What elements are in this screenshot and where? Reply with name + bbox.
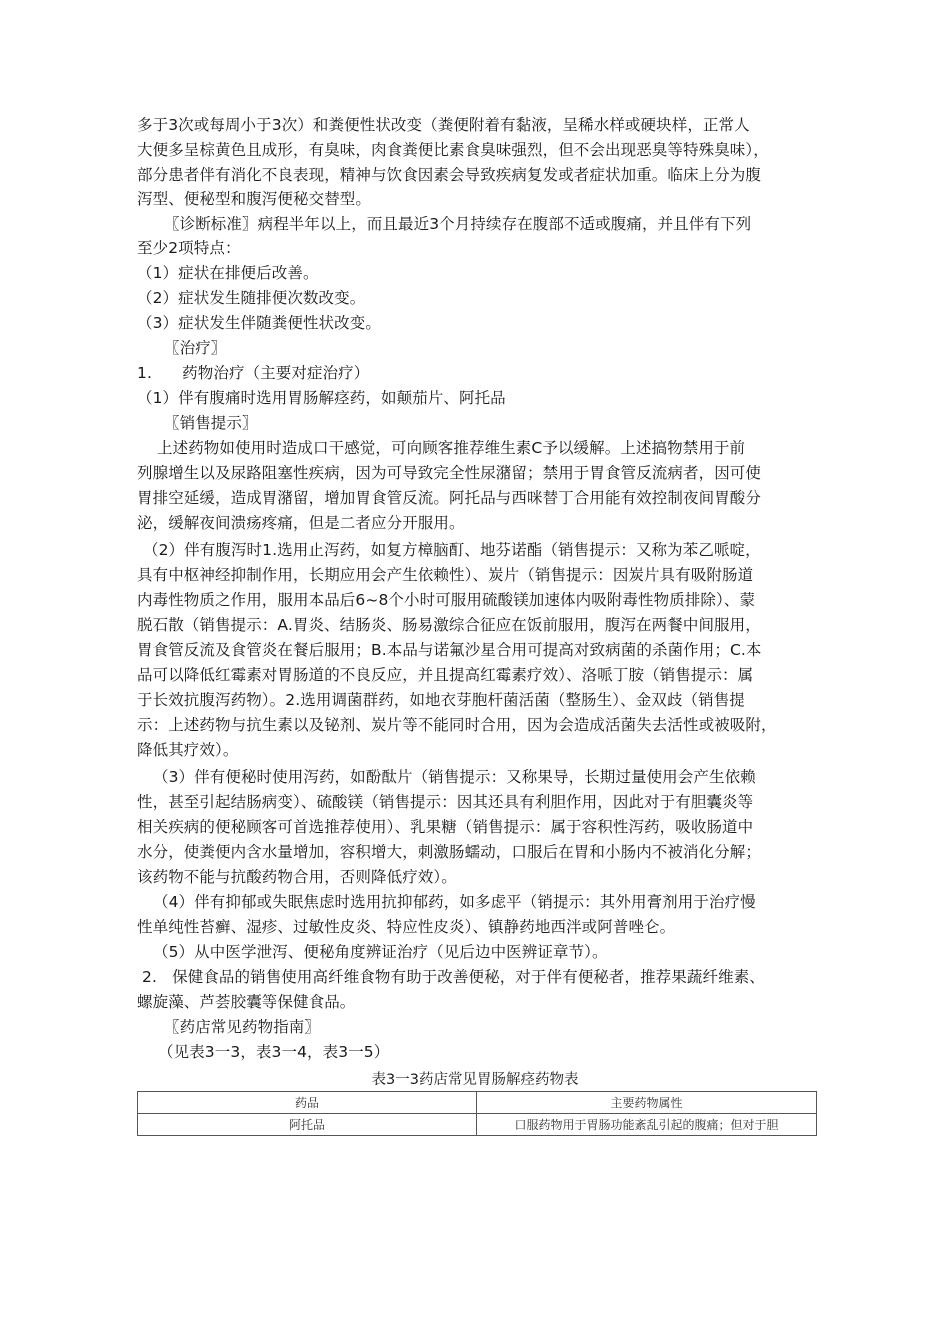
paragraph-line: 上述药物如使用时造成口干感觉，可向顾客推荐维生素C予以缓解。上述搞物禁用于前 bbox=[157, 439, 746, 457]
paragraph-line: 部分患者伴有消化不良表现，精神与饮食因素会导致疾病复发或者症状加重。临床上分为腹 bbox=[137, 166, 762, 184]
drug-table bbox=[137, 1091, 817, 1136]
paragraph-line: 品可以降低红霉素对胃肠道的不良反应，并且提高红霉素疗效）、洛哌丁胺（销售提示：属 bbox=[137, 666, 754, 684]
paragraph-line: 于长效抗腹泻药物）。2.选用调菌群药，如地衣芽胞杆菌活菌（整肠生）、金双歧（销售提 bbox=[137, 691, 745, 709]
paragraph-line: 至少2项特点： bbox=[137, 239, 241, 257]
paragraph-line: （5）从中医学泄泻、便秘角度辨证治疗（见后边中医辨证章节）。 bbox=[153, 943, 608, 961]
paragraph-line: 该药物不能与抗酸药物合用，否则降低疗效）。 bbox=[137, 868, 457, 886]
paragraph-line: （见表3一3，表3一4，表3一5） bbox=[158, 1043, 390, 1061]
list-item: （1）伴有腹痛时选用胃肠解痉药，如颠茄片、阿托品 bbox=[137, 389, 506, 407]
list-item: （1）症状在排便后改善。 bbox=[137, 264, 319, 282]
paragraph-line: （3）伴有便秘时使用泻药，如酚酞片（销售提示：又称果导，长期过量使用会产生依赖 bbox=[153, 768, 756, 786]
paragraph-line: 大便多呈棕黄色且成形，有臭味，肉食粪便比素食臭味强烈，但不会出现恶臭等特殊臭味）， bbox=[137, 141, 769, 159]
table-cell: 阿托品 bbox=[138, 1114, 477, 1136]
table-row bbox=[138, 1114, 817, 1136]
paragraph-line: 示：上述药物与抗生素以及铋剂、炭片等不能同时合用，因为会造成活菌失去活性或被吸附， bbox=[137, 716, 777, 734]
section-heading: 〖治疗〗 bbox=[164, 339, 227, 357]
paragraph-line: 〖诊断标准〗病程半年以上，而且最近3个月持续存在腹部不适或腹痛，并且伴有下列 bbox=[164, 215, 752, 233]
list-item: （3）症状发生伴随粪便性状改变。 bbox=[137, 314, 381, 332]
table-header-cell: 主要药物属性 bbox=[477, 1092, 817, 1114]
paragraph-line: 泻型、便秘型和腹泻便秘交替型。 bbox=[137, 190, 372, 208]
paragraph-line: （4）伴有抑郁或失眠焦虑时选用抗抑郁药，如多虑平（销提示：其外用膏剂用于治疗慢 bbox=[153, 893, 756, 911]
paragraph-line: 2. 保健食品的销售使用高纤维食物有助于改善便秘，对于伴有便秘者，推荐果蔬纤维素、 bbox=[137, 968, 765, 986]
paragraph-line: 胃食管反流及食管炎在餐后服用；B.本品与诺氟沙星合用可提高对致病菌的杀菌作用；C.本 bbox=[137, 641, 762, 659]
paragraph-line: 性单纯性苔癣、湿疹、过敏性皮炎、特应性皮炎）、镇静药地西泮或阿普唑仑。 bbox=[137, 918, 676, 936]
paragraph-line: 螺旋藻、芦荟胶囊等保健食品。 bbox=[137, 993, 356, 1011]
paragraph-line: 性，甚至引起结肠病变）、硫酸镁（销售提示：因其还具有利胆作用，因此对于有胆囊炎等 bbox=[137, 793, 754, 811]
paragraph-line: 内毒性物质之作用，服用本品后6~8个小时可服用硫酸镁加速体内吸附毒性物质排除）、蒙 bbox=[137, 591, 756, 609]
paragraph-line: 降低其疗效）。 bbox=[137, 741, 239, 759]
paragraph-line: 具有中枢神经抑制作用，长期应用会产生依赖性）、炭片（销售提示：因炭片具有吸附肠道 bbox=[137, 566, 754, 584]
section-heading: 1. 药物治疗（主要对症治疗） bbox=[137, 364, 370, 382]
paragraph-line: 多于3次或每周小于3次）和粪便性状改变（粪便附着有黏液，呈稀水样或硬块样，正常人 bbox=[137, 116, 750, 134]
section-heading: 〖销售提示〗 bbox=[164, 414, 258, 432]
paragraph-line: 相关疾病的便秘顾客可首选推荐使用）、乳果糖（销售提示：属于容积性泻药，吸收肠道中 bbox=[137, 818, 754, 836]
table-header-row bbox=[138, 1092, 817, 1114]
paragraph-line: 脱石散（销售提示：A.胃炎、结肠炎、肠易激综合征应在饭前服用，腹泻在两餐中间服用， bbox=[137, 616, 761, 634]
paragraph-line: （2）伴有腹泻时1.选用止泻药，如复方樟脑酊、地芬诺酯（销售提示：又称为苯乙哌啶， bbox=[143, 541, 761, 559]
section-heading: 〖药店常见药物指南〗 bbox=[164, 1018, 321, 1036]
table-caption: 表3一3药店常见胃肠解痉药物表 bbox=[371, 1072, 579, 1088]
table-cell: 口服药物用于胃肠功能紊乱引起的腹痛；但对于胆 bbox=[477, 1114, 817, 1136]
list-item: （2）症状发生随排便次数改变。 bbox=[137, 289, 366, 307]
paragraph-line: 泌，缓解夜间溃疡疼痛，但是二者应分开服用。 bbox=[137, 514, 465, 532]
paragraph-line: 水分，使粪便内含水量增加，容积增大，刺激肠蠕动，口服后在胃和小肠内不被消化分解； bbox=[137, 843, 762, 861]
table-header-cell: 药品 bbox=[138, 1092, 477, 1114]
paragraph-line: 列腺增生以及尿路阻塞性疾病，因为可导致完全性尿潴留；禁用于胃食管反流病者，因可使 bbox=[137, 464, 762, 482]
paragraph-line: 胃排空延缓，造成胃潴留，增加胃食管反流。阿托品与西咪替丁合用能有效控制夜间胃酸分 bbox=[137, 489, 762, 507]
